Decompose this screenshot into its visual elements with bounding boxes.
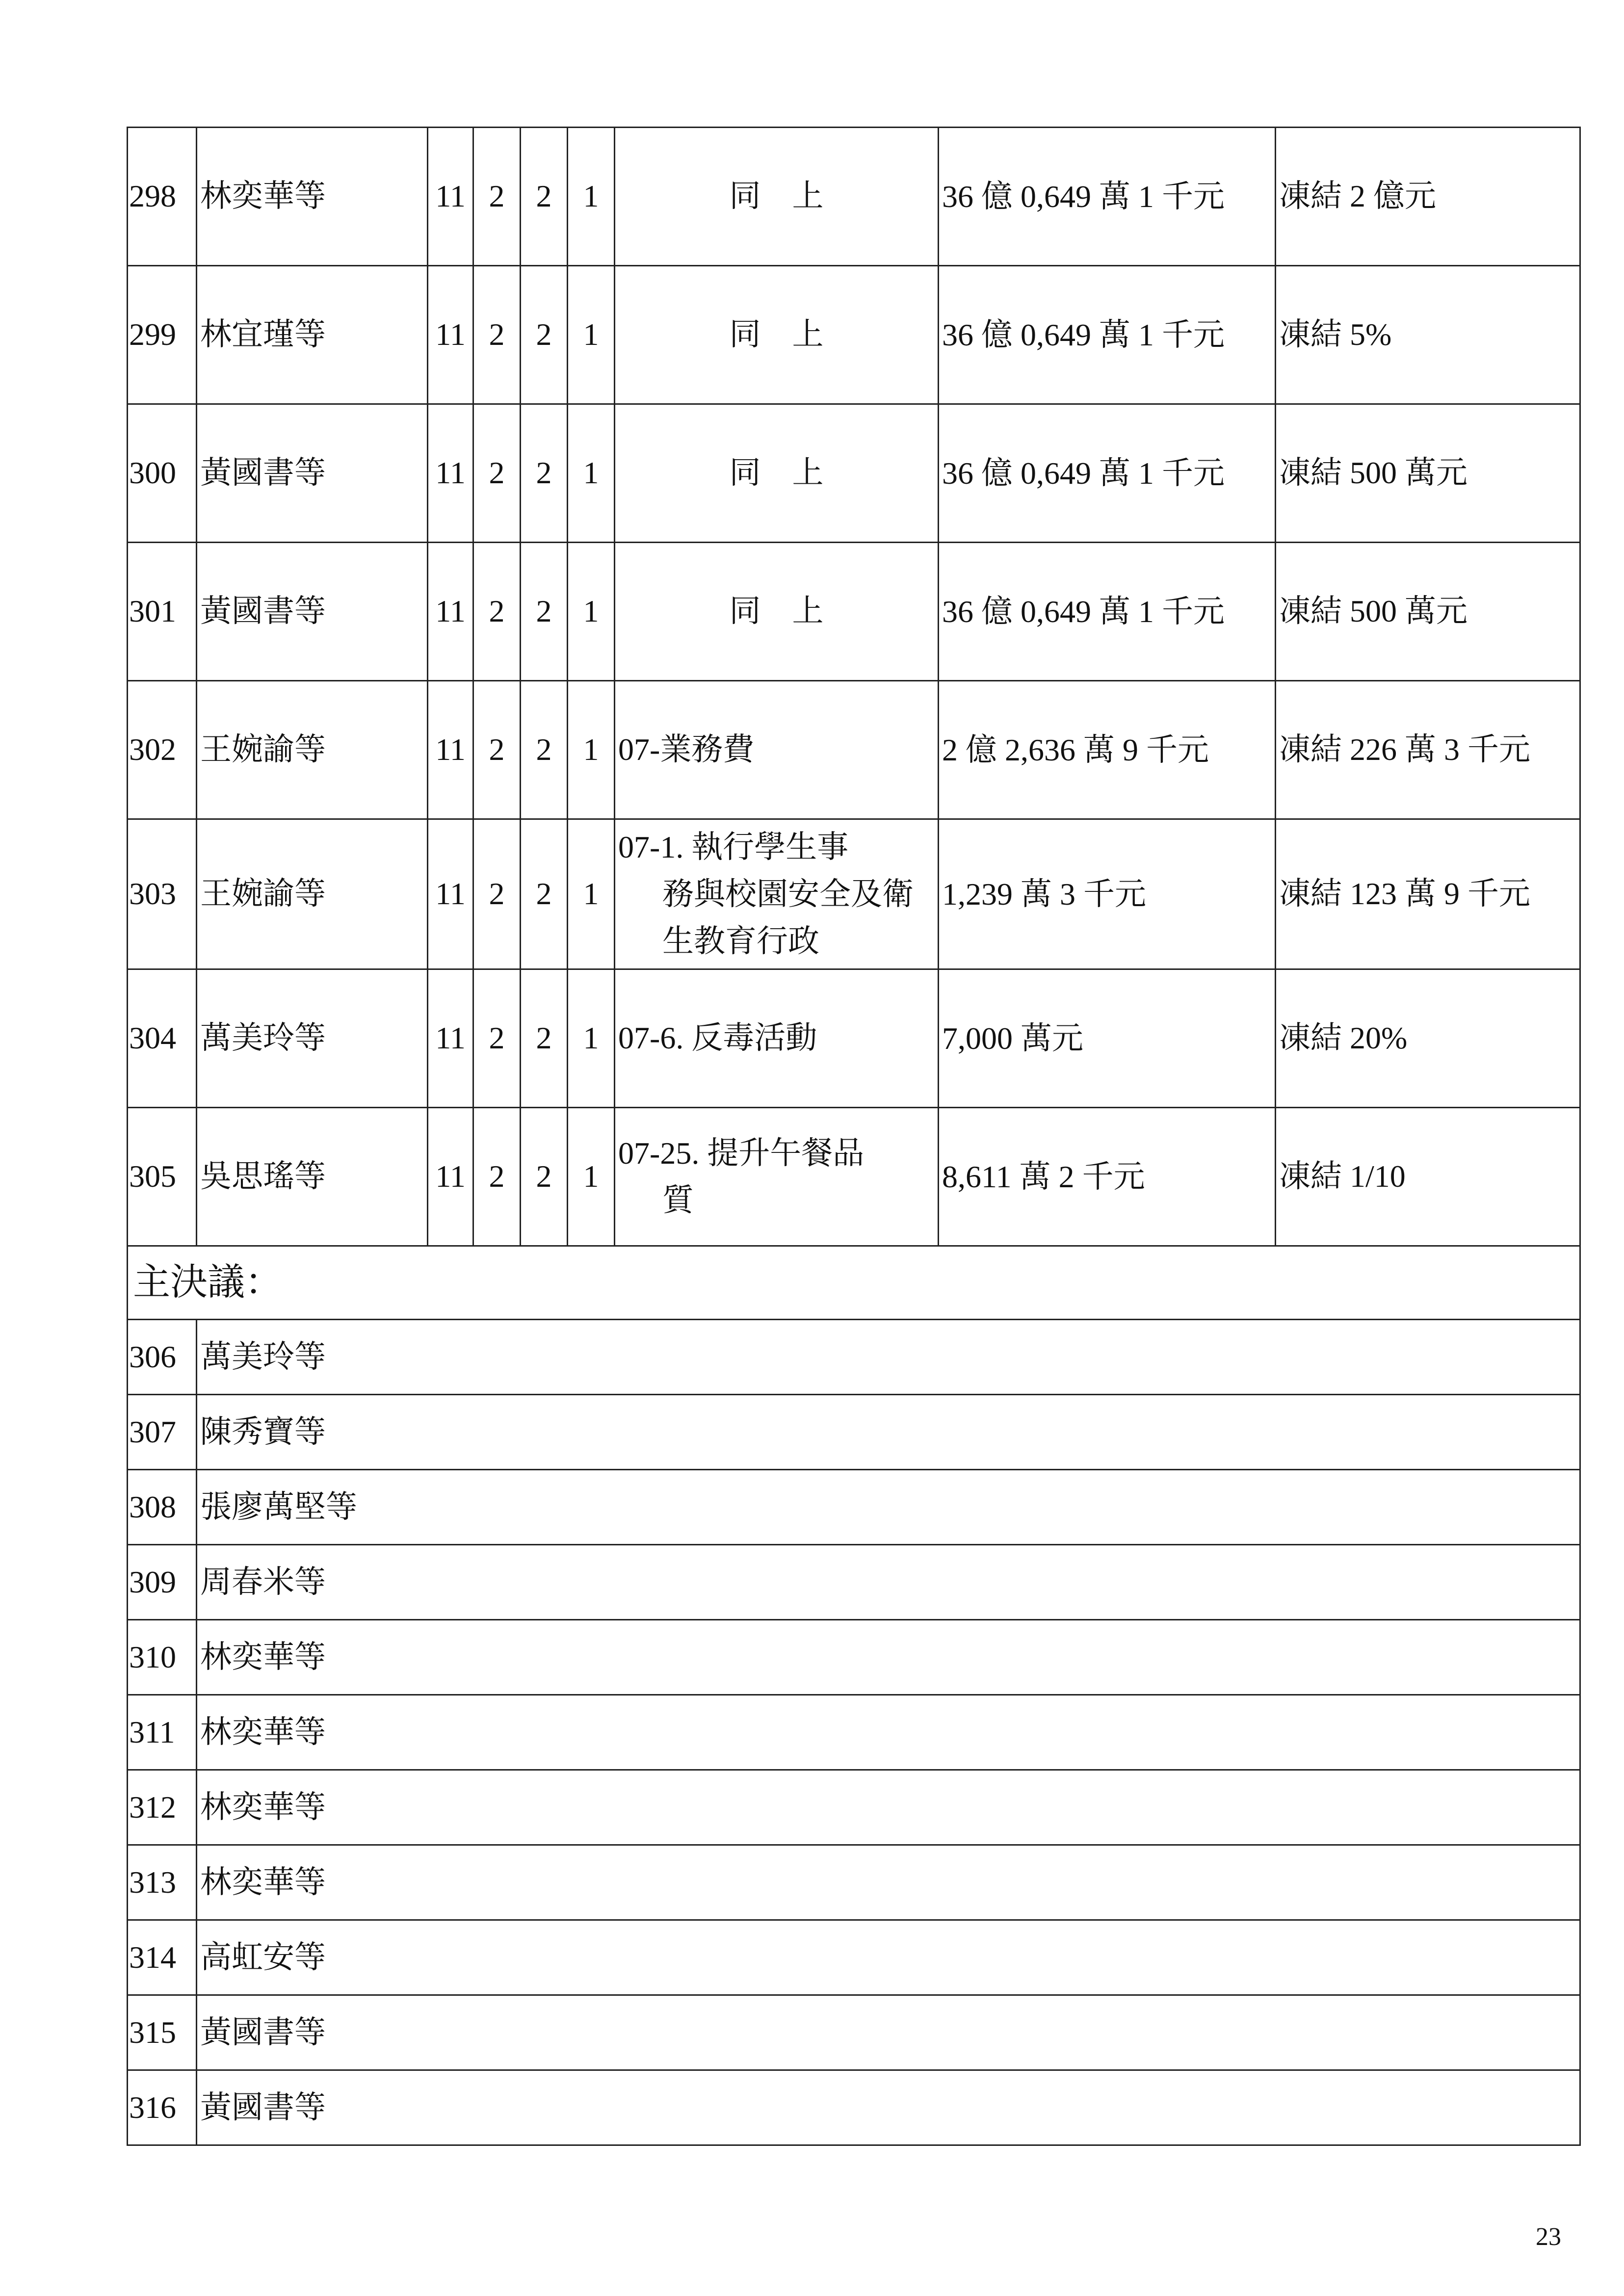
resolution-action: 凍結 500 萬元 [1276,543,1580,681]
proposer: 陳秀寶等 [197,1395,1580,1470]
code-c4: 1 [568,681,615,819]
resolution-row [128,1320,1580,1395]
motion-number: 307 [128,1395,197,1470]
proposer: 萬美玲等 [197,969,428,1108]
code-c3: 2 [521,819,568,969]
resolution-action: 凍結 123 萬 9 千元 [1276,819,1580,969]
code-c4: 1 [568,404,615,543]
motion-number: 300 [128,404,197,543]
resolution-action: 凍結 226 萬 3 千元 [1276,681,1580,819]
code-c3: 2 [521,404,568,543]
proposer: 高虹安等 [197,1920,1580,1995]
budget-item-line: 07-1. 執行學生事 [618,829,849,864]
proposer: 林奕華等 [197,1845,1580,1920]
budget-item-continuation: 質 [662,1182,694,1218]
resolution-action: 凍結 20% [1276,969,1580,1108]
proposer: 張廖萬堅等 [197,1470,1580,1545]
table-row [128,543,1580,681]
motion-number: 312 [128,1770,197,1845]
code-c2: 2 [473,969,521,1108]
code-c2: 2 [473,543,521,681]
budget-item: 07-業務費 [615,681,939,819]
motion-number: 308 [128,1470,197,1545]
code-c4: 1 [568,969,615,1108]
code-c4: 1 [568,819,615,969]
budget-amount: 7,000 萬元 [939,969,1276,1108]
motion-number: 305 [128,1108,197,1246]
motion-number: 316 [128,2070,197,2145]
resolution-row [128,1620,1580,1695]
motion-number: 306 [128,1320,197,1395]
budget-amount: 36 億 0,649 萬 1 千元 [939,404,1276,543]
code-c3: 2 [521,128,568,266]
proposer: 王婉諭等 [197,819,428,969]
code-c4: 1 [568,128,615,266]
motion-number: 315 [128,1995,197,2070]
table-row [128,128,1580,266]
table-row [128,819,1580,969]
motion-number: 301 [128,543,197,681]
table-row [128,681,1580,819]
proposer: 萬美玲等 [197,1320,1580,1395]
table-row [128,266,1580,404]
motion-number: 313 [128,1845,197,1920]
motion-number: 299 [128,266,197,404]
budget-amount: 1,239 萬 3 千元 [939,819,1276,969]
table-row [128,1108,1580,1246]
code-c4: 1 [568,543,615,681]
code-c1: 11 [428,128,473,266]
budget-item [615,1108,939,1246]
code-c1: 11 [428,819,473,969]
resolution-row [128,1395,1580,1470]
code-c1: 11 [428,1108,473,1246]
code-c4: 1 [568,1108,615,1246]
code-c3: 2 [521,266,568,404]
resolution-row [128,1770,1580,1845]
page-number: 23 [1536,2223,1561,2251]
resolution-action: 凍結 5% [1276,266,1580,404]
proposer: 林奕華等 [197,1695,1580,1770]
budget-amount: 36 億 0,649 萬 1 千元 [939,128,1276,266]
proposer: 吳思瑤等 [197,1108,428,1246]
table-row [128,969,1580,1108]
section-heading-row [128,1246,1580,1320]
proposer: 周春米等 [197,1545,1580,1620]
proposer: 黃國書等 [197,543,428,681]
budget-item: 同 上 [615,128,939,266]
code-c2: 2 [473,404,521,543]
section-heading: 主決議： [128,1246,1580,1320]
budget-motions-table [127,127,1581,2146]
resolution-action: 凍結 1/10 [1276,1108,1580,1246]
budget-amount: 8,611 萬 2 千元 [939,1108,1276,1246]
budget-amount: 36 億 0,649 萬 1 千元 [939,543,1276,681]
budget-item: 同 上 [615,266,939,404]
resolution-action: 凍結 2 億元 [1276,128,1580,266]
budget-item-line: 07-25. 提升午餐品 [618,1135,864,1171]
budget-item [615,819,939,969]
budget-item-continuation: 務與校園安全及衛生教育行政 [662,876,914,959]
proposer: 黃國書等 [197,404,428,543]
resolution-row [128,1845,1580,1920]
resolution-row [128,1545,1580,1620]
code-c1: 11 [428,266,473,404]
code-c3: 2 [521,681,568,819]
motion-number: 311 [128,1695,197,1770]
budget-item: 07-6. 反毒活動 [615,969,939,1108]
budget-item: 同 上 [615,404,939,543]
code-c3: 2 [521,969,568,1108]
resolution-action: 凍結 500 萬元 [1276,404,1580,543]
budget-amount: 2 億 2,636 萬 9 千元 [939,681,1276,819]
code-c1: 11 [428,969,473,1108]
code-c1: 11 [428,543,473,681]
table-row [128,404,1580,543]
code-c3: 2 [521,1108,568,1246]
code-c2: 2 [473,1108,521,1246]
resolution-row [128,1920,1580,1995]
code-c2: 2 [473,266,521,404]
motion-number: 304 [128,969,197,1108]
code-c4: 1 [568,266,615,404]
motion-number: 310 [128,1620,197,1695]
code-c2: 2 [473,128,521,266]
proposer: 林宜瑾等 [197,266,428,404]
motion-number: 298 [128,128,197,266]
code-c1: 11 [428,404,473,543]
code-c2: 2 [473,681,521,819]
code-c2: 2 [473,819,521,969]
resolution-row [128,1470,1580,1545]
proposer: 林奕華等 [197,1770,1580,1845]
motion-number: 302 [128,681,197,819]
code-c1: 11 [428,681,473,819]
resolution-row [128,2070,1580,2145]
budget-amount: 36 億 0,649 萬 1 千元 [939,266,1276,404]
resolution-row [128,1695,1580,1770]
proposer: 黃國書等 [197,1995,1580,2070]
resolution-row [128,1995,1580,2070]
proposer: 黃國書等 [197,2070,1580,2145]
proposer: 林奕華等 [197,1620,1580,1695]
budget-item: 同 上 [615,543,939,681]
proposer: 王婉諭等 [197,681,428,819]
motion-number: 314 [128,1920,197,1995]
motion-number: 309 [128,1545,197,1620]
motion-number: 303 [128,819,197,969]
proposer: 林奕華等 [197,128,428,266]
code-c3: 2 [521,543,568,681]
